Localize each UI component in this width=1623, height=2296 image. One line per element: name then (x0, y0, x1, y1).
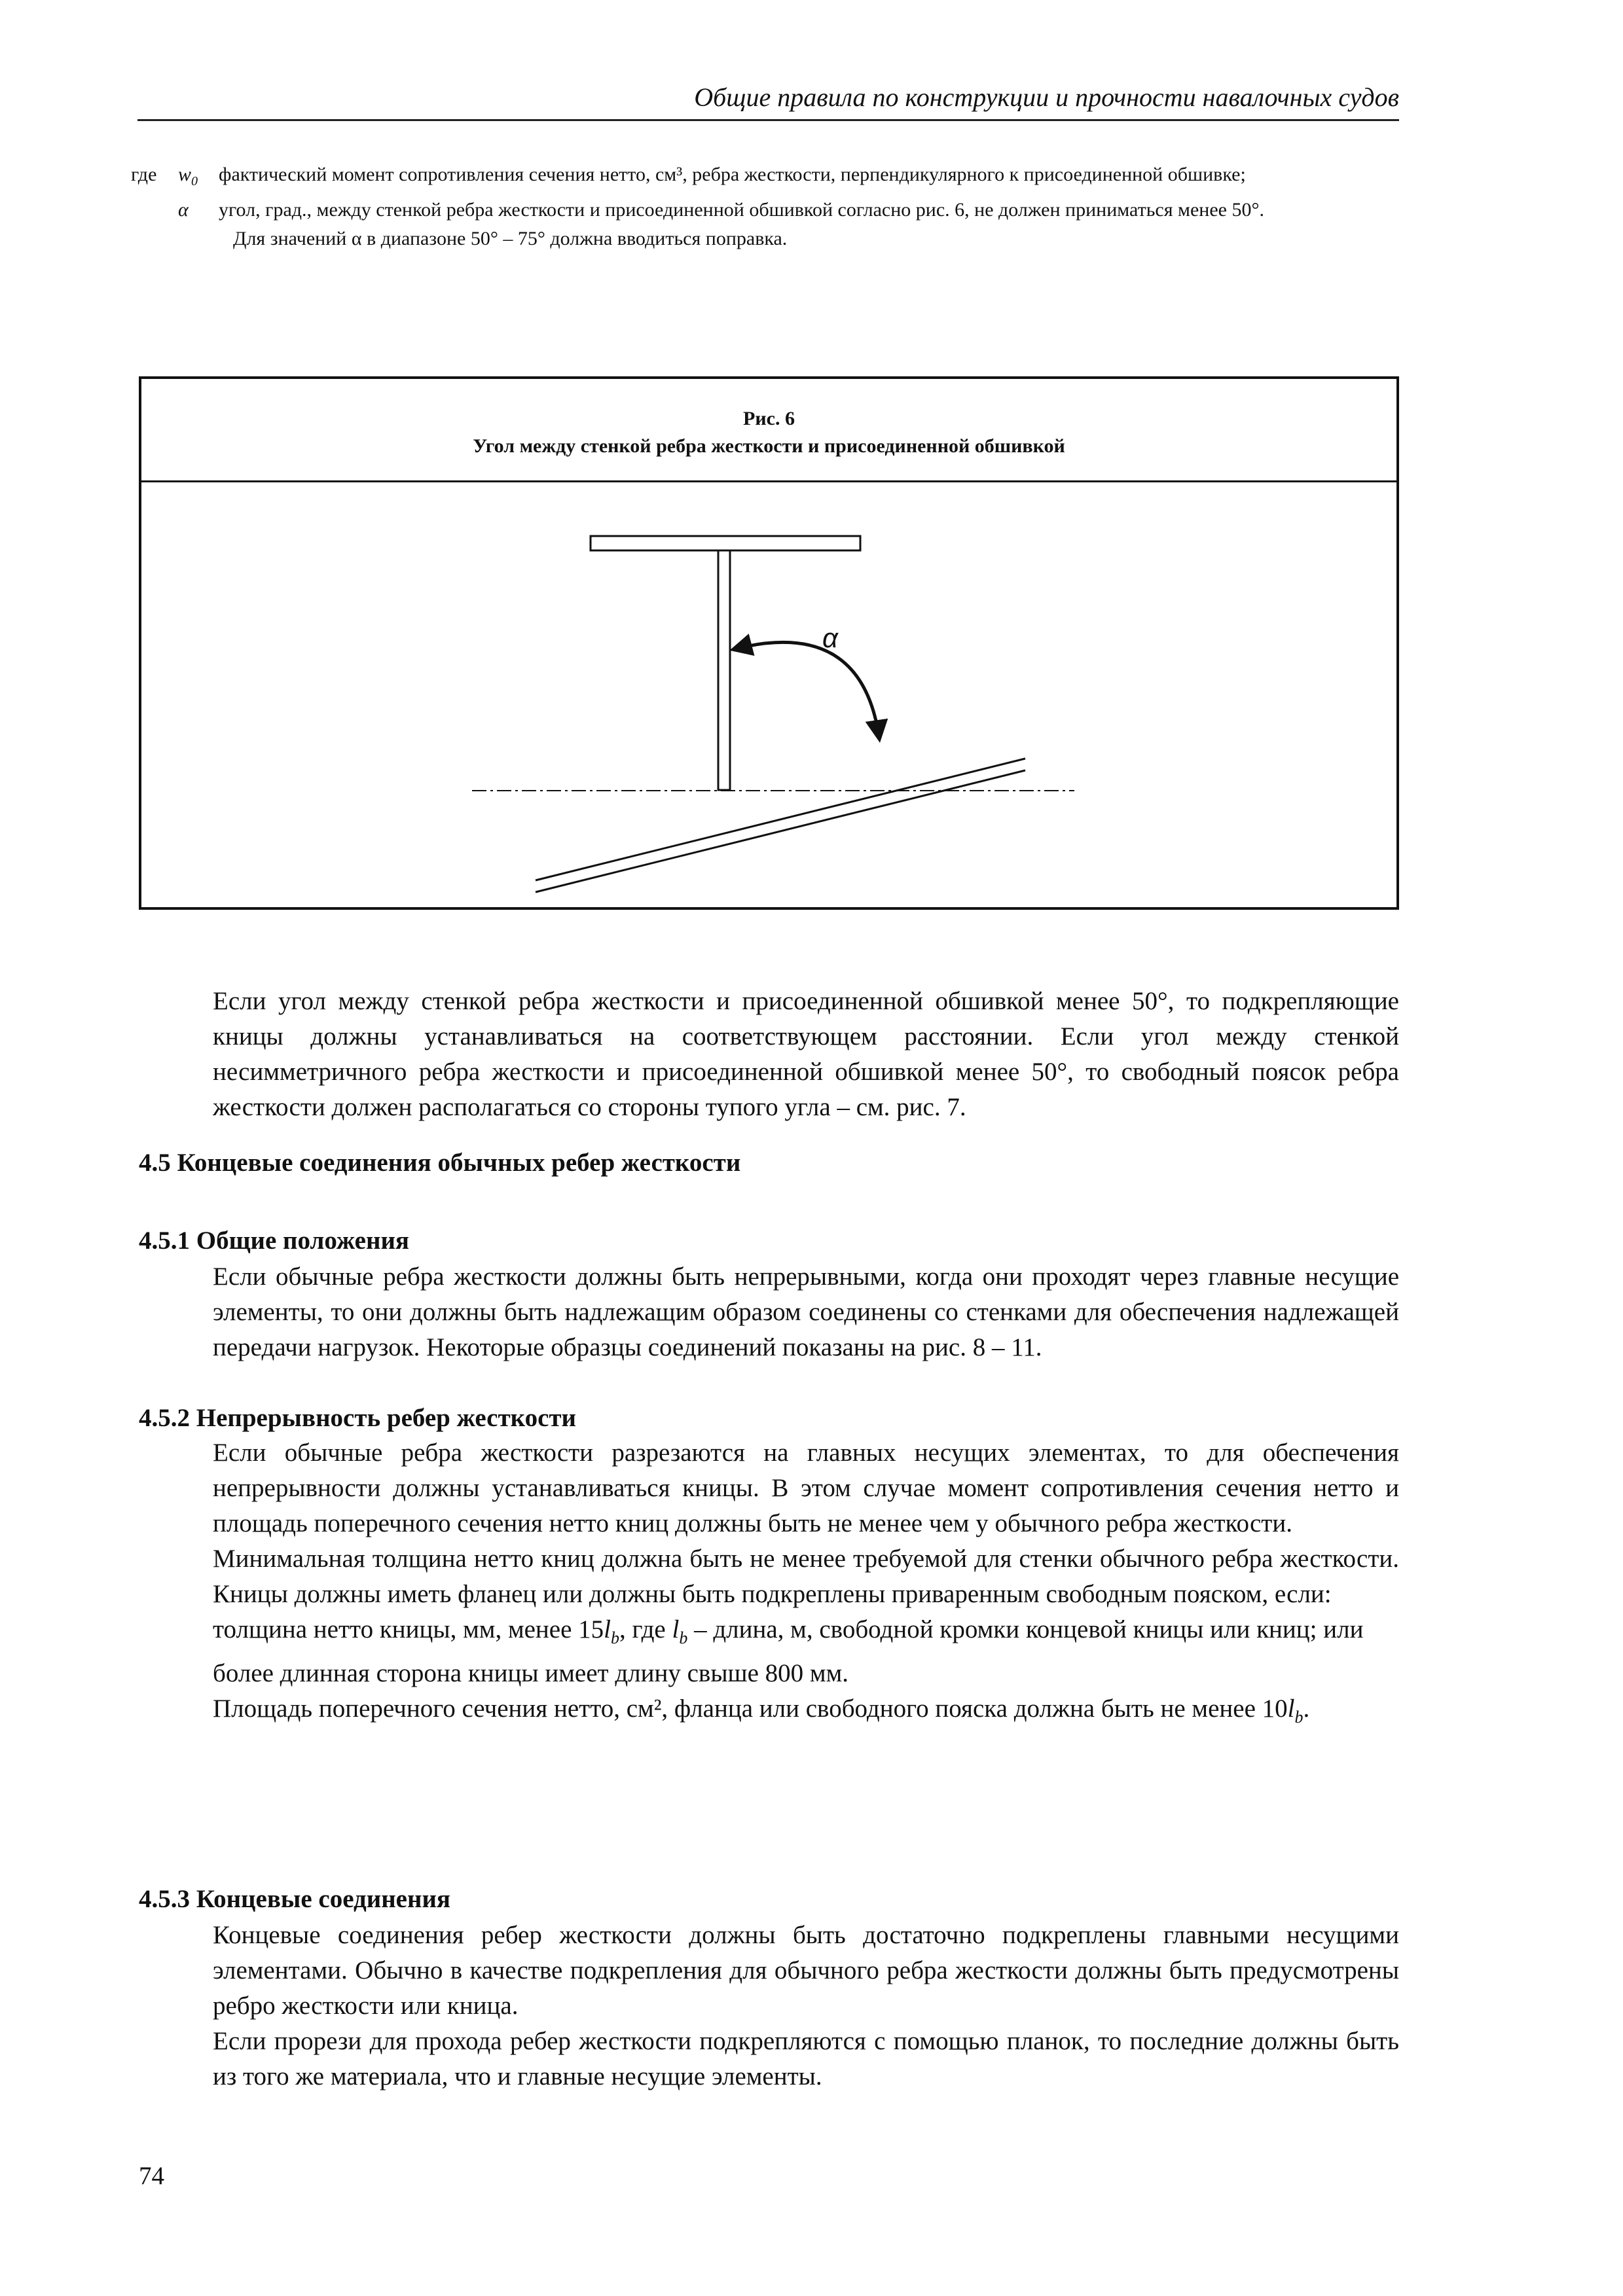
angle-alpha-label: α (822, 622, 838, 653)
stiffener-angle-diagram (141, 482, 1396, 907)
section-4-5-2-p2: Минимальная толщина нетто книц должна быть не менее требуемой для стенки обычного ребра жесткости. Кницы должны иметь фланец или должны быть подкреплены приваренным свободным пояском, если: (213, 1545, 1399, 1608)
angle-arc-arrow (734, 642, 879, 738)
running-header (137, 73, 1399, 121)
figure-caption: Угол между стенкой ребра жесткости и присоединенной обшивкой (473, 435, 1065, 457)
w0-definition: фактический момент сопротивления сечения нетто, см³, ребра жесткости, перпендикулярного к присоединенной обшивке; (219, 164, 1246, 185)
alpha-symbol: α (178, 199, 189, 221)
section-4-5-3-p1: Концевые соединения ребер жесткости должны быть достаточно подкреплены главными несущими элементами. Обычно в качестве подкрепления для обычного ребра жесткости должны быть предусмотрены ребро жесткости или кница. (213, 1921, 1399, 2020)
figure-number: Рис. 6 (743, 408, 795, 429)
plating-line-lower (536, 759, 1025, 880)
symbol-definitions (131, 161, 1401, 253)
running-header-title: Общие правила по конструкции и прочности навалочных судов (694, 82, 1399, 112)
section-4-5-2-p5: Площадь поперечного сечения нетто, см², фланца или свободного пояска должна быть не менее $10l_b$. (213, 1694, 1310, 1727)
section-4-5-3-heading: 4.5.3 Концевые соединения (139, 1885, 451, 1913)
stiffener-flange (591, 536, 860, 550)
section-4-5-2-p4: более длинная сторона кницы имеет длину свыше 800 мм. (213, 1659, 849, 1687)
section-4-5-2-p3: толщина нетто кницы, мм, менее $15l_b$, где $l_b$ – длина, м, свободной кромки концевой кницы или книц; или (213, 1615, 1364, 1647)
w0-symbol: $w_0$ (178, 164, 198, 188)
plating-line-upper (536, 770, 1025, 892)
definition-alpha (131, 196, 1401, 224)
section-4-5-2-heading: 4.5.2 Непрерывность ребер жесткости (139, 1404, 577, 1432)
correction-note: Для значений α в диапазоне 50° – 75° должна вводиться поправка. (233, 228, 788, 249)
page-number: 74 (139, 2162, 164, 2190)
figure-explanation-paragraph: Если угол между стенкой ребра жесткости и присоединенной обшивкой менее 50°, то подкрепляющие кницы должны устанавливаться на соответствующем расстоянии. Если угол между стенкой несимметричного ребра жесткости и присоединенной обшивкой менее 50°, то свободный поясок ребра жесткости должен располагаться со стороны тупого угла – см. рис. 7. (213, 987, 1399, 1121)
section-4-5-heading: 4.5 Концевые соединения обычных ребер жесткости (139, 1149, 741, 1177)
section-4-5-3-p2: Если прорези для прохода ребер жесткости подкрепляются с помощью планок, то последние должны быть из того же материала, что и главные несущие элементы. (213, 2027, 1399, 2090)
definition-w0 (131, 161, 1401, 195)
section-4-5-2-text (213, 1435, 1399, 1735)
section-4-5-1-text: Если обычные ребра жесткости должны быть непрерывными, когда они проходят через главные несущие элементы, то они должны быть надлежащим образом соединены со стенками для обеспечения надлежащей передачи нагрузок. Некоторые образцы соединений показаны на рис. 8 – 11. (213, 1263, 1399, 1361)
section-4-5-2-p1: Если обычные ребра жесткости разрезаются на главных несущих элементах, то для обеспечения непрерывности должны устанавливаться кницы. В этом случае момент сопротивления сечения нетто и площадь поперечного сечения нетто книц должны быть не менее чем у обычного ребра жесткости. (213, 1439, 1399, 1537)
figure-6 (139, 376, 1399, 910)
stiffener-web (718, 550, 730, 790)
figure-header (141, 379, 1396, 482)
section-4-5-3-text (213, 1918, 1399, 2094)
section-4-5-1-heading: 4.5.1 Общие положения (139, 1227, 410, 1255)
alpha-definition: угол, град., между стенкой ребра жесткости и присоединенной обшивкой согласно рис. 6, не должен приниматься менее 50°. (219, 199, 1264, 221)
where-label: где (131, 164, 157, 185)
